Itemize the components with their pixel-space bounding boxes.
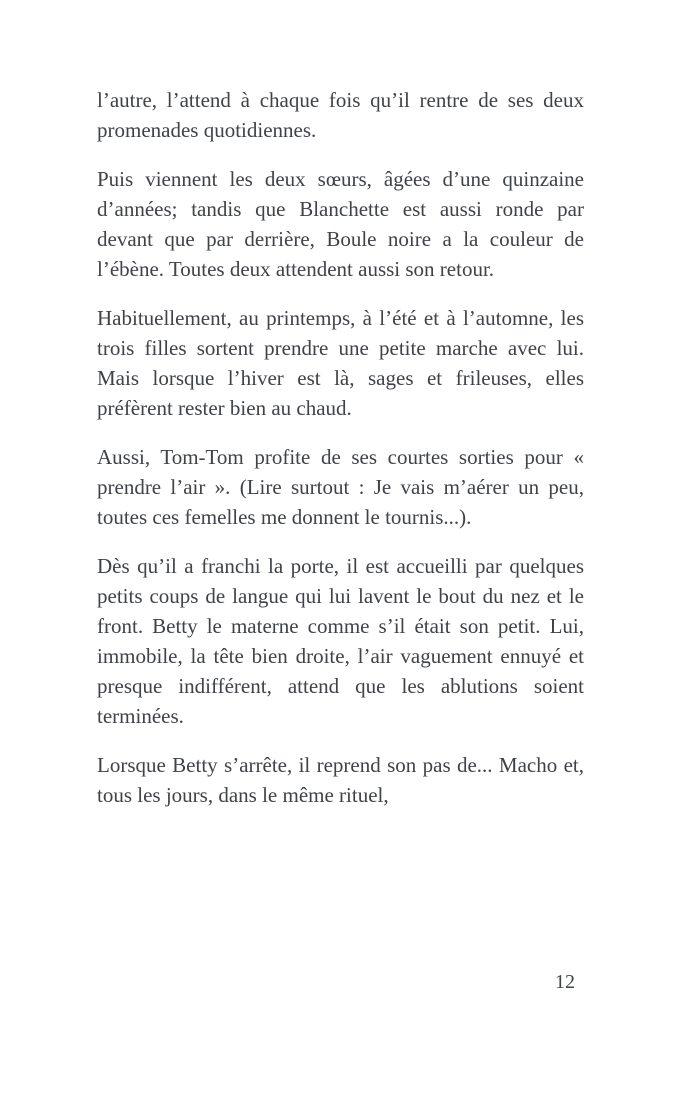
paragraph-4: Aussi, Tom-Tom profite de ses courtes sorties pour « prendre l’air ». (Lire surtout : Je vais m’aérer un peu, toutes ces femelles me donnent le tournis...).	[97, 445, 584, 529]
page-number: 12	[555, 971, 575, 993]
paragraph-1: l’autre, l’attend à chaque fois qu’il rentre de ses deux promenades quotidiennes.	[97, 88, 584, 142]
page-text-block	[97, 85, 584, 829]
paragraph-6: Lorsque Betty s’arrête, il reprend son pas de... Macho et, tous les jours, dans le même rituel,	[97, 753, 584, 807]
paragraph-3: Habituellement, au printemps, à l’été et à l’automne, les trois filles sortent prendre une petite marche avec lui. Mais lorsque l’hiver est là, sages et frileuses, elles préfèrent rester bien au chaud.	[97, 306, 584, 420]
paragraph-5: Dès qu’il a franchi la porte, il est accueilli par quelques petits coups de langue qui lui lavent le bout du nez et le front. Betty le materne comme s’il était son petit. Lui, immobile, la tête bien droite, l’air vaguement ennuyé et presque indifférent, attend que les ablutions soient terminées.	[97, 554, 584, 728]
paragraph-2: Puis viennent les deux sœurs, âgées d’une quinzaine d’années; tandis que Blanchette est aussi ronde par devant que par derrière, Boule noire a la couleur de l’ébène. Toutes deux attendent aussi son retour.	[97, 167, 584, 281]
